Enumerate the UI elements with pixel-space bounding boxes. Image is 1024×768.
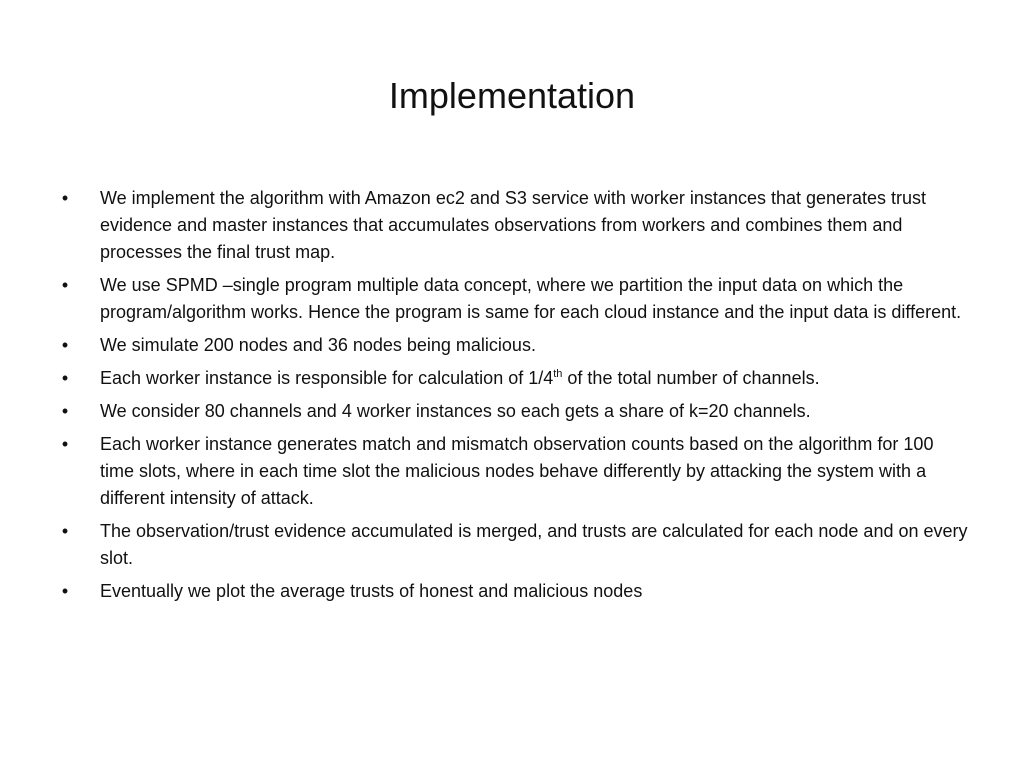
bullet-dot: • [61, 521, 69, 541]
slide-title: Implementation [388, 75, 636, 116]
bullet-list [61, 185, 968, 611]
bullet-item [61, 431, 968, 512]
bullet-item [61, 185, 968, 266]
bullet-text: We implement the algorithm with Amazon ec2 and S3 service with worker instances that generates trust evidence and master instances that accumulates observations from workers and combines them and processes the final trust map. [100, 188, 927, 262]
bullet-text [100, 368, 820, 388]
bullet-text: Eventually we plot the average trusts of honest and malicious nodes [100, 581, 643, 601]
bullet-dot: • [61, 275, 69, 295]
bullet-dot: • [61, 368, 69, 388]
bullet-text: We consider 80 channels and 4 worker instances so each gets a share of k=20 channels. [100, 401, 811, 421]
bullet-text: We simulate 200 nodes and 36 nodes being malicious. [100, 335, 536, 355]
bullet-item [61, 272, 968, 326]
bullet-dot: • [61, 434, 69, 454]
bullet-dot: • [61, 335, 69, 355]
bullet-item [61, 518, 968, 572]
bullet-item [61, 578, 968, 605]
bullet-text: Each worker instance generates match and mismatch observation counts based on the algorithm for 100 time slots, where in each time slot the malicious nodes behave differently by attacking the system with a different intensity of attack. [100, 434, 934, 508]
bullet-item [61, 332, 968, 359]
bullet-text-after: of the total number of channels. [562, 368, 820, 388]
ordinal-superscript: th [553, 368, 563, 380]
bullet-text: The observation/trust evidence accumulated is merged, and trusts are calculated for each node and on every slot. [100, 521, 968, 568]
bullet-dot: • [61, 401, 69, 421]
bullet-dot: • [61, 188, 69, 208]
bullet-item [61, 398, 968, 425]
bullet-text: We use SPMD –single program multiple data concept, where we partition the input data on which the program/algorithm works. Hence the program is same for each cloud instance and the input data is different. [100, 275, 962, 322]
bullet-text-before: Each worker instance is responsible for calculation of 1/4 [100, 368, 554, 388]
bullet-item [61, 365, 968, 392]
bullet-dot: • [61, 581, 69, 601]
